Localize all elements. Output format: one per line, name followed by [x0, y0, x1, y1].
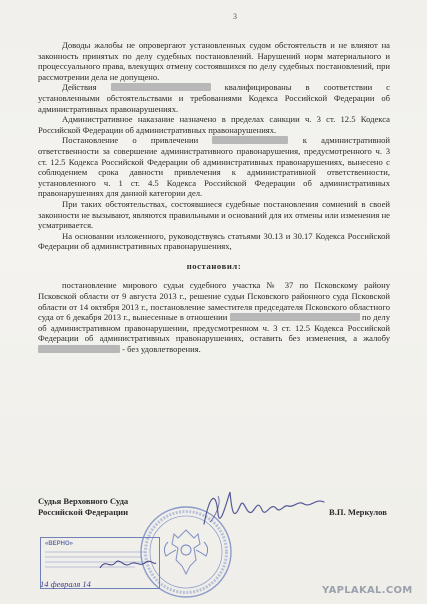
decree-heading: постановил: [186, 260, 242, 271]
p7-part-c: - без удовлетворения. [122, 344, 201, 355]
paragraph-penalty: Административное наказание назначено в пределах санкции ч. 3 ст. 12.5 Кодекса Российской Федерации об административных правонарушениях. [38, 114, 390, 135]
stamp-date: 14 февраля 14 [40, 579, 91, 589]
redacted-name [212, 136, 288, 144]
paragraph-arguments: Доводы жалобы не опровергают установленных судом обстоятельств и не влияют на законность принятых по делу судебных постановлений. Нарушений норм материального и процессуального права, влекущих отмену состоявшихся по делу судебных постановлений, при рассмотрении дела не допущено. [38, 40, 390, 82]
paragraph-ruling [38, 280, 390, 354]
p4-suffix: к административной ответственности за совершение административного правонарушения, предусмотренного ч. 3 ст. 12.5 Кодекса Российской Федерации об административных правонарушениях, вынесено с соблюдением срока давности привлечения к административной ответственности, установленного ч. 1 ст. 4.5 Кодекса Российской Федерации об административных правонарушениях для данной категории дел. [38, 135, 391, 199]
redacted-name [38, 345, 120, 353]
document-body [38, 40, 390, 355]
p2-prefix: Действия [62, 82, 97, 93]
judge-title [38, 496, 128, 518]
paragraph-circumstances: При таких обстоятельствах, состоявшиеся судебные постановления сомнений в своей законности не вызывают, являются правильными и оснований для их отмены или изменения не усматривается. [38, 198, 390, 231]
judge-title-line2: Российской Федерации [38, 507, 129, 517]
judge-title-line1: Судья Верховного Суда [38, 496, 129, 506]
watermark-logo: YAPLAKAL.COM [322, 585, 413, 596]
p4-prefix: Постановление о привлечении [62, 135, 199, 146]
p2-suffix: квалифицированы в соответствии с установленными обстоятельствами и требованиями Кодекса Российской Федерации об административных правонарушениях. [38, 82, 390, 114]
redacted-name [111, 83, 211, 91]
p7-part-b: по делу об административном правонарушении, предусмотренном ч. 3 ст. 12.5 Кодекса Российской Федерации об административных правонарушениях, оставить без изменения, а жалобу [38, 312, 391, 344]
redacted-name [230, 313, 360, 321]
paragraph-basis: На основании изложенного, руководствуясь статьями 30.13 и 30.17 Кодекса Российской Федерации об административных правонарушениях, [38, 230, 390, 252]
p7-part-a: постановление мирового судьи судебного участка № 37 по Псковскому району Псковской области от 9 августа 2013 г., решение судьи Псковского районного суда Псковской области от 14 октября 2013 г., постановление заместителя председателя Псковского областного суда от 6 декабря 2013 г., вынесенные в отношении [38, 280, 390, 323]
judge-name: В.П. Меркулов [329, 507, 387, 517]
page-number: 3 [233, 12, 237, 21]
paragraph-decision [38, 135, 390, 199]
stamp-handwriting-icon [98, 556, 158, 572]
stamp-title: «ВЕРНО» [45, 541, 74, 547]
paragraph-qualification [38, 82, 390, 114]
judge-signature-icon [200, 484, 328, 530]
